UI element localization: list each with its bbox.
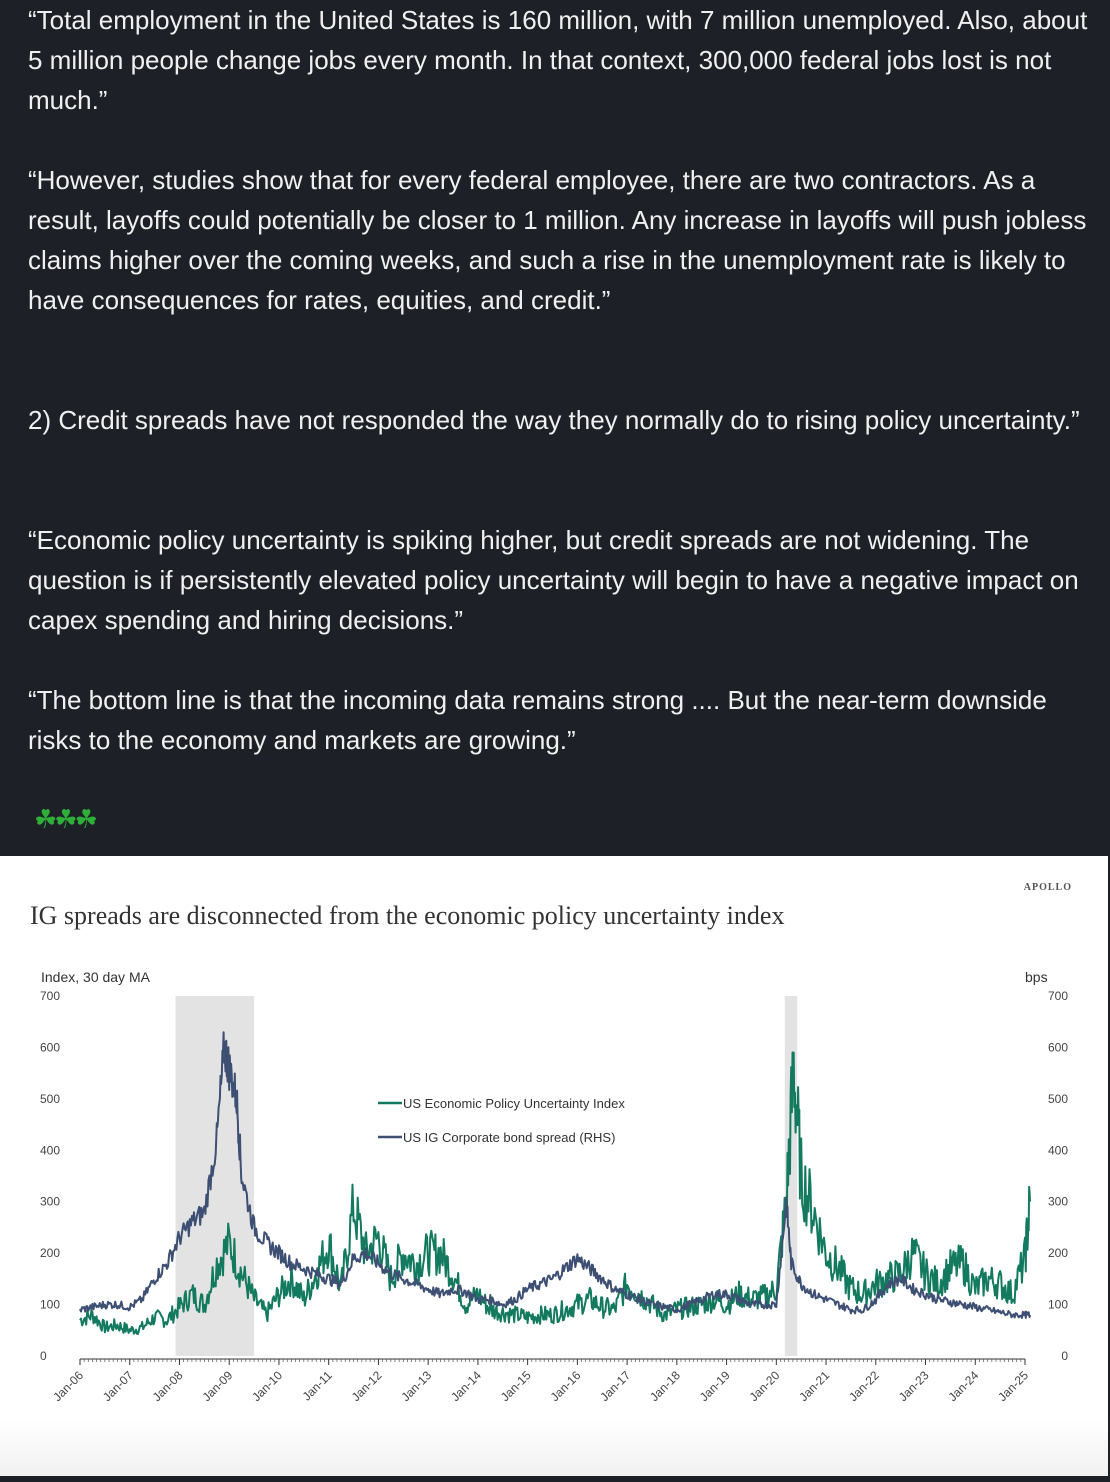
post-paragraph: “However, studies show that for every federal employee, there are two contractors. As a result, layoffs could potentially be closer to 1 million. Any increase in layoffs will push jobless claims higher over the coming weeks, and such a rise in the unemployment rate is likely to have consequences for rates, equities, and credit.” [28, 165, 1087, 315]
x-tick-label: Jan-21 [796, 1368, 833, 1405]
x-tick-label: Jan-11 [299, 1368, 335, 1404]
legend-label: US IG Corporate bond spread (RHS) [403, 1130, 616, 1145]
border [0, 1476, 1110, 1482]
x-tick-label: Jan-15 [497, 1368, 534, 1405]
y-tick-label-left: 0 [40, 1349, 47, 1363]
x-tick-label: Jan-20 [746, 1368, 783, 1405]
y-tick-label-right: 300 [1047, 1194, 1068, 1209]
y-tick-label-right: 400 [1047, 1143, 1068, 1158]
x-tick-label: Jan-09 [199, 1368, 236, 1405]
x-tick-label: Jan-08 [149, 1368, 186, 1405]
image-footer [0, 1420, 1108, 1476]
y-tick-label-right: 0 [1061, 1349, 1068, 1363]
shamrock-emoji: ☘☘☘ [34, 804, 95, 834]
x-tick-label: Jan-24 [945, 1368, 982, 1405]
y-tick-label-right: 700 [1047, 989, 1068, 1003]
x-tick-label: Jan-13 [398, 1368, 435, 1405]
y-tick-label-right: 200 [1047, 1246, 1068, 1261]
y-tick-label-left: 600 [40, 1040, 61, 1055]
left-axis-label: Index, 30 day MA [41, 969, 150, 985]
x-tick-label: Jan-25 [995, 1368, 1032, 1405]
chart-title: IG spreads are disconnected from the economic policy uncertainty index [30, 901, 785, 930]
y-tick-label-left: 400 [40, 1143, 61, 1158]
post-paragraph: 2) Credit spreads have not responded the way they normally do to rising policy uncertainty.” [28, 405, 1080, 435]
post-paragraph: “Economic policy uncertainty is spiking higher, but credit spreads are not widening. The question is if persistently elevated policy uncertainty will begin to have a negative impact on capex spending and hiring decisions.” [28, 525, 1079, 635]
post-paragraph: “Total employment in the United States is 160 million, with 7 million unemployed. Also, about 5 million people change jobs every month. In that context, 300,000 federal jobs lost is not much.” [28, 5, 1088, 115]
x-tick-label: Jan-12 [348, 1368, 385, 1405]
right-axis-label: bps [1025, 969, 1048, 985]
x-tick-label: Jan-14 [448, 1368, 485, 1405]
x-tick-label: Jan-22 [846, 1368, 882, 1405]
x-tick-label: Jan-16 [547, 1368, 584, 1405]
legend-label: US Economic Policy Uncertainty Index [403, 1096, 625, 1111]
chart-image[interactable] [0, 856, 1108, 1476]
y-tick-label-left: 100 [40, 1297, 61, 1312]
x-tick-label: Jan-17 [597, 1368, 634, 1405]
y-tick-label-left: 300 [40, 1194, 61, 1209]
x-tick-label: Jan-10 [249, 1368, 286, 1405]
brand-label: APOLLO [1023, 882, 1072, 893]
post-paragraph: “The bottom line is that the incoming data remains strong .... But the near-term downside risks to the economy and markets are growing.” [28, 685, 1047, 755]
y-tick-label-left: 500 [40, 1091, 61, 1106]
x-tick-label: Jan-18 [647, 1368, 683, 1405]
x-tick-label: Jan-23 [895, 1368, 932, 1405]
y-tick-label-right: 500 [1047, 1091, 1068, 1106]
y-tick-label-right: 600 [1047, 1040, 1068, 1055]
y-tick-label-left: 200 [40, 1246, 61, 1261]
x-tick-label: Jan-07 [100, 1368, 136, 1405]
chart-svg [0, 856, 1108, 1476]
x-tick-label: Jan-06 [50, 1368, 87, 1405]
y-tick-label-left: 700 [40, 989, 61, 1003]
y-tick-label-right: 100 [1047, 1297, 1068, 1312]
x-tick-label: Jan-19 [696, 1368, 733, 1405]
